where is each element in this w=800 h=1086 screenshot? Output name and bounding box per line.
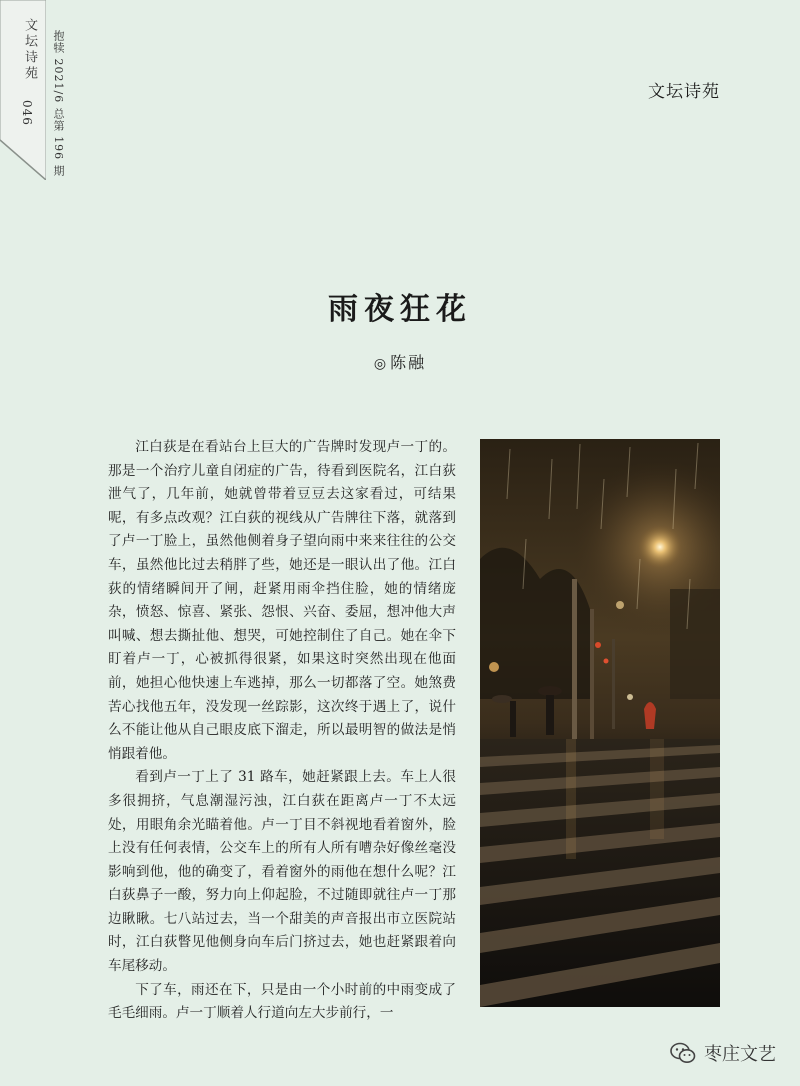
issue-info: 抱犊 2021/6 总第 196 期 — [52, 30, 65, 177]
watermark-text: 枣庄文艺 — [704, 1044, 776, 1065]
author-mark: ◎ — [373, 356, 389, 372]
photo-illustration — [480, 439, 720, 1007]
author-line — [0, 350, 800, 373]
article-title: 雨夜狂花 — [328, 292, 472, 327]
watermark — [670, 1040, 776, 1066]
rainy-night-photo — [480, 439, 720, 1007]
paragraph: 下了车，雨还在下，只是由一个小时前的中雨变成了毛毛细雨。卢一丁顺着人行道向左大步前行，一 — [108, 981, 456, 1022]
corner-tab — [0, 0, 46, 180]
section-header: 文坛诗苑 — [648, 82, 720, 102]
author-name: 陈融 — [390, 353, 427, 372]
wechat-icon — [670, 1042, 696, 1064]
page-number: 046 — [20, 100, 34, 126]
corner-section-label: 文坛诗苑 — [22, 18, 37, 82]
article-body — [108, 436, 456, 1026]
paragraph: 看到卢一丁上了 31 路车，她赶紧跟上去。车上人很多很拥挤，气息潮湿污浊，江白荻在距离卢一丁不太远处，用眼角余光瞄着他。卢一丁目不斜视地看着窗外，脸上没有任何表情，公交车上的所有人所有嘈杂好像丝毫没影响到他，他的确变了，看着窗外的雨他在想什么呢？江白荻鼻子一酸，努力向上仰起脸，不过随即就往卢一丁那边瞅瞅。七八站过去，当一个甜美的声音报出市立医院站时，江白荻瞥见他侧身向车后门挤过去，她也赶紧跟着向车尾移动。 — [108, 769, 456, 975]
paragraph: 江白荻是在看站台上巨大的广告牌时发现卢一丁的。那是一个治疗儿童自闭症的广告，待看到医院名，江白荻泄气了，几年前，她就曾带着豆豆去这家看过，可结果呢，有多点改观？江白荻的视线从广告牌往下落，就落到了卢一丁脸上，虽然他侧着身子望向雨中来来往往的公交车，虽然他比过去稍胖了些，她还是一眼认出了他。江白荻的情绪瞬间开了闸，赶紧用雨伞挡住脸，她的情绪庞杂，愤怒、惊喜、紧张、怨恨、兴奋、委屈，想冲他大声叫喊、想去撕扯他、想哭，可她控制住了自己。她在伞下盯着卢一丁，心被抓得很紧，如果这时突然出现在他面前，她担心他快速上车逃掉，那么一切都落了空。她煞费苦心找他五年，没发现一丝踪影，这次终于遇上了，说什么不能让他从自己眼皮底下溜走，所以最明智的做法是悄悄跟着他。 — [108, 439, 456, 762]
